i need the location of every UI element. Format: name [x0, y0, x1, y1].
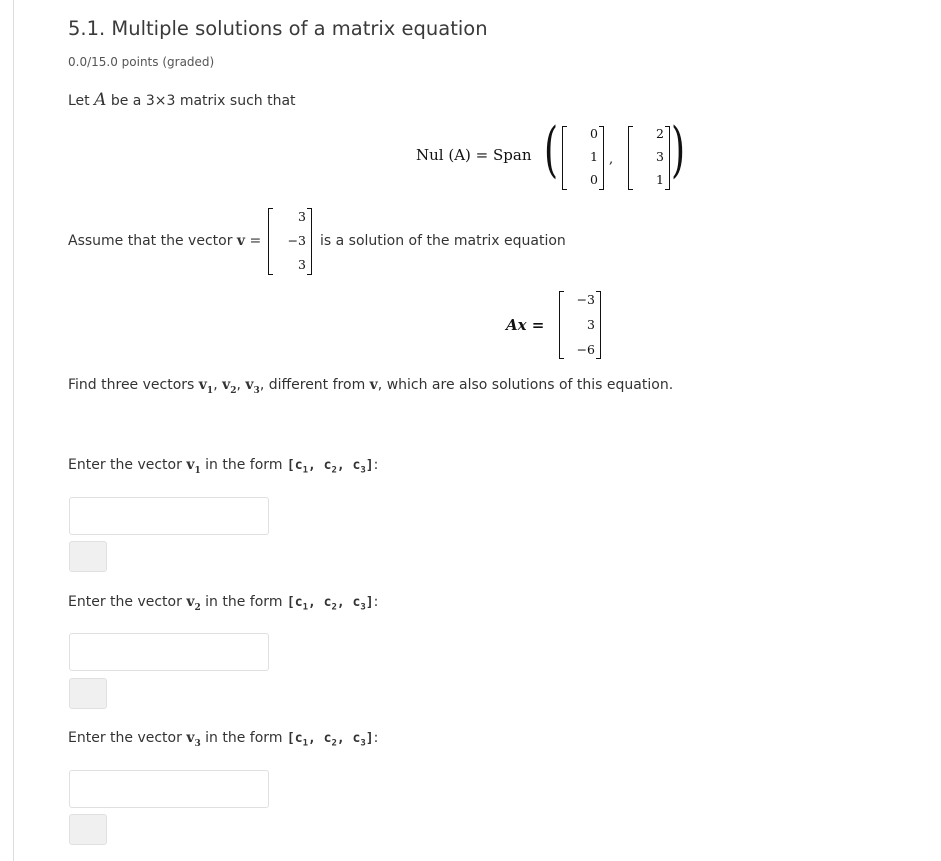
v2-input[interactable] [69, 633, 269, 671]
span-open-paren: ( [544, 115, 559, 185]
v3-check-button[interactable] [69, 814, 107, 845]
prompt-v2: Enter the vector $v_2$ in the form [$c_1$, $c_2$, $c_3$]: [68, 594, 379, 613]
find-text: Find three vectors $v_1$, $v_2$, $v_3$, different from v, which are also solutions of this equation. [68, 377, 674, 396]
prompt-v3: Enter the vector $v_3$ in the form [$c_1$, $c_2$, $c_3$]: [68, 730, 379, 749]
v2-check-button[interactable] [69, 678, 107, 709]
find-mid: , different from [259, 377, 366, 393]
prompt-v1: Enter the vector $v_1$ in the form [$c_1$, $c_2$, $c_3$]: [68, 457, 379, 476]
span-close-paren: ) [671, 115, 686, 185]
intro-post: be a 3×3 matrix such that [110, 93, 296, 109]
problem-title: 5.1. Multiple solutions of a matrix equation [68, 17, 488, 40]
vector-separator: , [609, 152, 614, 167]
assume-var: v [236, 233, 246, 249]
assume-pre: Assume that the vector [68, 233, 233, 249]
v-vector: 3 −3 3 [268, 208, 312, 275]
intro-var: A [94, 90, 107, 110]
nul-label: Nul (A) = Span [416, 146, 532, 164]
nul-vector-1: 0 1 0 [562, 126, 604, 190]
ax-vector: −3 3 −6 [559, 291, 601, 359]
ax-label [506, 316, 544, 334]
nul-vector-2: 2 3 1 [628, 126, 670, 190]
left-border [13, 0, 14, 861]
v3-input[interactable] [69, 770, 269, 808]
points-label: 0.0/15.0 points (graded) [68, 55, 215, 69]
intro-text [68, 90, 296, 110]
assume-post: is a solution of the matrix equation [320, 233, 566, 249]
assume-text [68, 233, 261, 249]
v1-input[interactable] [69, 497, 269, 535]
intro-pre: Let [68, 93, 90, 109]
assume-eq: = [249, 233, 262, 249]
find-pre: Find three vectors [68, 377, 195, 393]
ax-lhs: Ax = [506, 316, 545, 334]
find-post: , which are also solutions of this equation. [377, 377, 674, 393]
find-v: v [369, 377, 378, 393]
v1-check-button[interactable] [69, 541, 107, 572]
